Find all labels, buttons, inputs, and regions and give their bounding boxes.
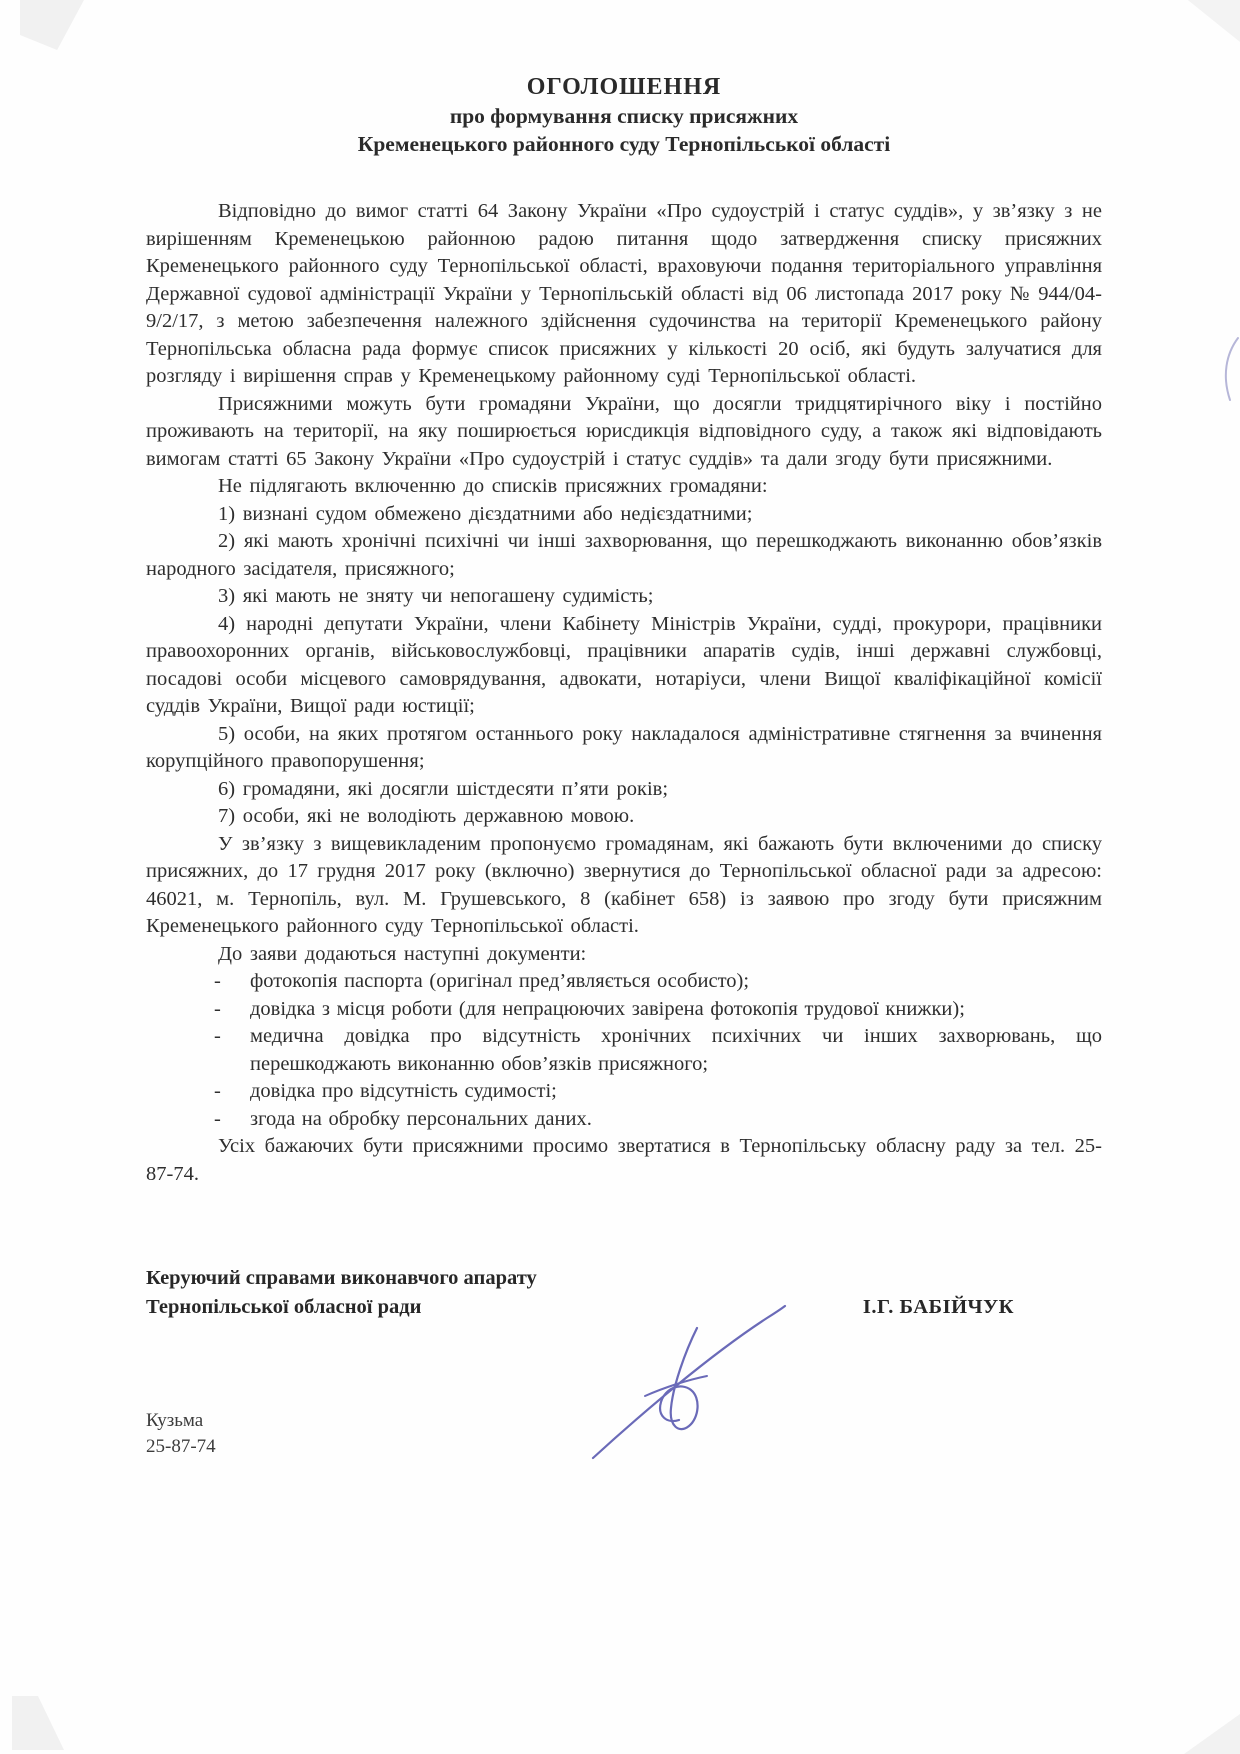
exclusion-item-5: 5) особи, на яких протягом останнього року накладалося адміністративне стягнення за вчинення корупційного правопорушення; (146, 722, 1102, 772)
document-item-medical: - медична довідка про відсутність хронічних психічних чи інших захворювань, що перешкоджають виконанню обов’язків присяжного; (146, 1023, 1102, 1078)
dash-bullet: - (214, 1107, 221, 1130)
document-title (146, 72, 1102, 158)
scan-artifact-top-right (1182, 0, 1240, 42)
document-item-criminal-record: - довідка про відсутність судимості; (146, 1078, 1102, 1106)
signatory-position (146, 1264, 537, 1322)
document-item-personal-data: - згода на обробку персональних даних. (146, 1106, 1102, 1134)
dash-bullet: - (214, 1080, 221, 1102)
paragraph-legal-basis: Відповідно до вимог статті 64 Закону України «Про судоустрій і статус суддів», у зв’язку з не вирішенням Кременецькою районною радою питання щодо затвердження списку присяжних Кременецького районного суду Тернопільської області, враховуючи подання територіального управління Державної судової адміністрації України у Тернопільській області від 06 листопада 2017 року № 944/04-9/2/17, з метою забезпечення належного здійснення судочинства на території Кременецького району Тернопільська обласна рада формує список присяжних у кількості 20 осіб, які будуть залучатися для розгляду і вирішення справ у Кременецькому районному суді Тернопільської області. (146, 200, 1102, 387)
scan-artifact-bottom-right (1184, 1714, 1240, 1754)
exclusion-item-1: 1) визнані судом обмежено дієздатними або недієздатними; (218, 502, 753, 525)
document-item-workplace: - довідка з місця роботи (для непрацюючих завірена фотокопія трудової книжки); (146, 996, 1102, 1024)
title-line-subject: про формування списку присяжних (449, 104, 799, 128)
title-line-announcement: ОГОЛОШЕННЯ (526, 74, 722, 100)
documents-list (146, 968, 1102, 1133)
edge-pen-mark-icon (1216, 336, 1240, 402)
paragraph-eligibility: Присяжними можуть бути громадяни України, що досягли тридцятирічного віку і постійно проживають на території, на яку поширюється юрисдикція відповідного суду, а також які відповідають вимогам статті 65 Закону України «Про судоустрій і статус суддів» та дали згоду бути присяжними. (146, 392, 1102, 470)
signatory-name: І.Г. БАБІЙЧУК (862, 1296, 1014, 1318)
dash-bullet: - (214, 1025, 221, 1047)
exclusion-item-6: 6) громадяни, які досягли шістдесяти п’яти років; (218, 777, 669, 800)
paragraph-contact: Усіх бажаючих бути присяжними просимо звертатися в Тернопільську обласну раду за тел. 25-87-74. (146, 1135, 1102, 1185)
handwritten-signature-icon (585, 1300, 795, 1465)
document-item-passport: - фотокопія паспорта (оригінал пред’являється особисто); (146, 968, 1102, 996)
documents-intro: До заяви додаються наступні документи: (218, 942, 587, 965)
exclusion-item-2: 2) які мають хронічні психічні чи інші захворювання, що перешкоджають виконанню обов’язків народного засідателя, присяжного; (146, 530, 1102, 580)
executor-phone: 25-87-74 (146, 1436, 216, 1457)
dash-bullet: - (214, 970, 221, 992)
scan-artifact-top-left (20, 0, 84, 50)
exclusion-item-7: 7) особи, які не володіють державною мовою. (218, 805, 635, 827)
signatory-position-line2: Тернопільської обласної ради (146, 1296, 422, 1318)
executor-name: Кузьма (146, 1410, 204, 1431)
exclusion-item-3: 3) які мають не зняту чи непогашену судимість; (218, 585, 654, 607)
exclusion-item-4: 4) народні депутати України, члени Кабінету Міністрів України, судді, прокурори, працівники правоохоронних органів, військовослужбовці, працівники апаратів судів, інші державні службовці, посадові особи місцевого самоврядування, адвокати, нотаріуси, члени Вищої кваліфікаційної комісії суддів України, Вищої ради юстиції; (146, 612, 1102, 717)
paragraph-application: У зв’язку з вищевикладеним пропонуємо громадянам, які бажають бути включеними до списку присяжних, до 17 грудня 2017 року (включно) звернутися до Тернопільської обласної ради за адресою: 46021, м. Тернопіль, вул. М. Грушевського, 8 (кабінет 658) із заявою про згоду бути присяжним Кременецького районного суду Тернопільської області. (146, 832, 1102, 937)
title-line-court: Кременецького районного суду Тернопільської області (357, 132, 891, 156)
document-content (146, 72, 1102, 1460)
exclusions-intro: Не підлягають включенню до списків присяжних громадяни: (218, 475, 768, 497)
dash-bullet: - (214, 997, 221, 1020)
signatory-position-line1: Керуючий справами виконавчого апарату (146, 1267, 537, 1289)
scan-artifact-bottom-left (12, 1696, 64, 1750)
